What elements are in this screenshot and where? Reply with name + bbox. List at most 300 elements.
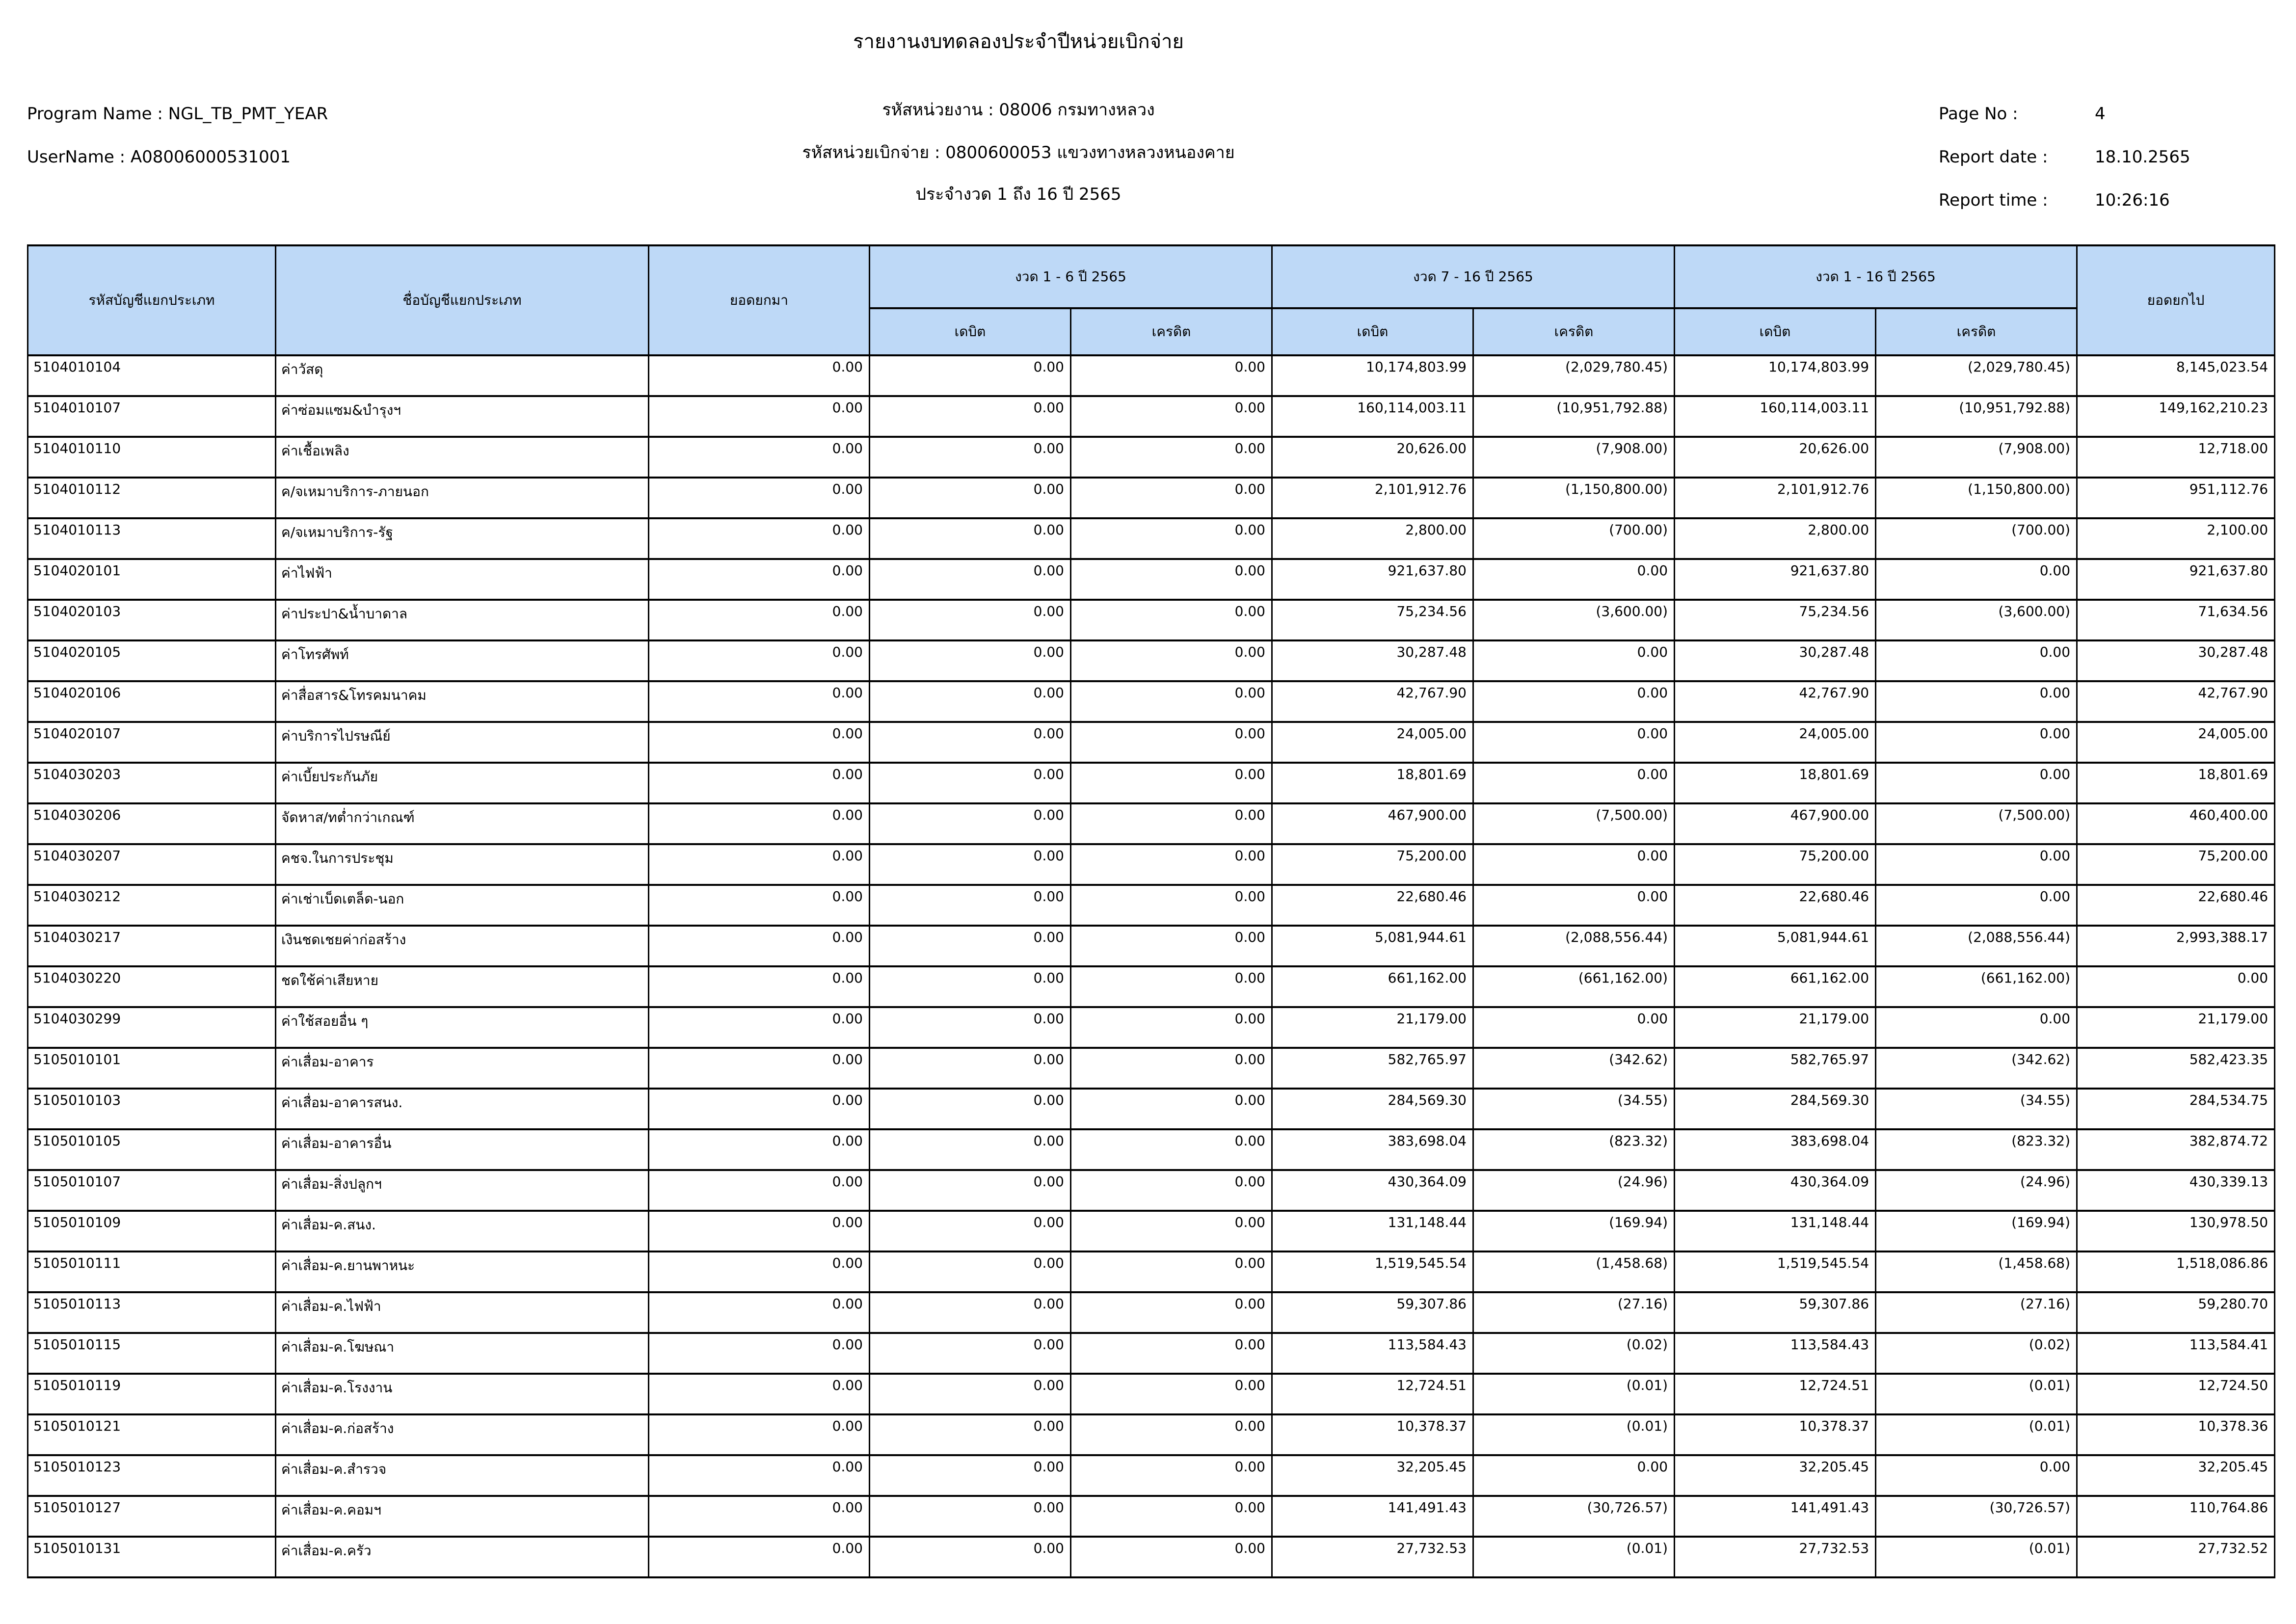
p1-6-credit-cell: 0.00 [1071, 437, 1272, 478]
table-row [28, 1374, 2275, 1414]
balance-bf-cell: 0.00 [649, 559, 870, 600]
trial-balance-table-wrap [27, 244, 2275, 1578]
p1-6-debit-cell: 0.00 [870, 1496, 1071, 1537]
table-row [28, 803, 2275, 844]
col-header-account-code: รหัสบัญชีแยกประเภท [28, 245, 276, 355]
p1-16-credit-cell: (0.01) [1876, 1414, 2077, 1455]
balance-bf-cell: 0.00 [649, 1089, 870, 1129]
p1-6-debit-cell: 0.00 [870, 1048, 1071, 1089]
account-code-cell: 5105010111 [28, 1251, 276, 1292]
p1-6-credit-cell: 0.00 [1071, 1537, 1272, 1577]
col-header-debit-1-16: เดบิต [1675, 308, 1876, 355]
table-row [28, 1048, 2275, 1089]
p7-16-debit-cell: 10,174,803.99 [1272, 355, 1473, 396]
p7-16-debit-cell: 921,637.80 [1272, 559, 1473, 600]
p1-16-debit-cell: 582,765.97 [1675, 1048, 1876, 1089]
p7-16-credit-cell: (0.01) [1473, 1414, 1675, 1455]
col-header-balance-bf: ยอดยกมา [649, 245, 870, 355]
p1-6-credit-cell: 0.00 [1071, 559, 1272, 600]
balance-bf-cell: 0.00 [649, 885, 870, 926]
p7-16-credit-cell: (2,088,556.44) [1473, 926, 1675, 966]
p7-16-credit-cell: (2,029,780.45) [1473, 355, 1675, 396]
p7-16-credit-cell: (24.96) [1473, 1170, 1675, 1211]
p1-16-credit-cell: 0.00 [1876, 1455, 2077, 1496]
balance-bf-cell: 0.00 [649, 478, 870, 518]
col-header-debit-1-6: เดบิต [870, 308, 1071, 355]
trial-balance-table [27, 244, 2275, 1578]
account-code-cell: 5104020101 [28, 559, 276, 600]
account-name-cell: ค่าเชื้อเพลิง [276, 437, 649, 478]
balance-bf-cell: 0.00 [649, 1211, 870, 1251]
balance-cf-cell: 2,993,388.17 [2077, 926, 2275, 966]
p1-16-credit-cell: (342.62) [1876, 1048, 2077, 1089]
col-header-credit-7-16: เครดิต [1473, 308, 1675, 355]
table-row [28, 559, 2275, 600]
p7-16-debit-cell: 2,800.00 [1272, 518, 1473, 559]
p7-16-debit-cell: 22,680.46 [1272, 885, 1473, 926]
p7-16-debit-cell: 383,698.04 [1272, 1129, 1473, 1170]
p7-16-credit-cell: 0.00 [1473, 844, 1675, 885]
account-name-cell: ค่าเสื่อม-ค.สนง. [276, 1211, 649, 1251]
p1-6-debit-cell: 0.00 [870, 1414, 1071, 1455]
account-name-cell: ค่าเสื่อม-ค.ก่อสร้าง [276, 1414, 649, 1455]
balance-bf-cell: 0.00 [649, 1496, 870, 1537]
p1-16-debit-cell: 131,148.44 [1675, 1211, 1876, 1251]
p7-16-debit-cell: 2,101,912.76 [1272, 478, 1473, 518]
table-row [28, 355, 2275, 396]
p7-16-credit-cell: (169.94) [1473, 1211, 1675, 1251]
account-name-cell: ค่าเสื่อม-ค.ยานพาหนะ [276, 1251, 649, 1292]
p1-6-debit-cell: 0.00 [870, 396, 1071, 437]
account-code-cell: 5105010109 [28, 1211, 276, 1251]
table-row [28, 926, 2275, 966]
p7-16-credit-cell: (34.55) [1473, 1089, 1675, 1129]
account-code-cell: 5104030206 [28, 803, 276, 844]
account-name-cell: ค่าซ่อมแซม&บำรุงฯ [276, 396, 649, 437]
p1-6-credit-cell: 0.00 [1071, 640, 1272, 681]
balance-cf-cell: 71,634.56 [2077, 600, 2275, 640]
balance-bf-cell: 0.00 [649, 1292, 870, 1333]
table-row [28, 1333, 2275, 1374]
balance-cf-cell: 59,280.70 [2077, 1292, 2275, 1333]
p1-6-debit-cell: 0.00 [870, 1251, 1071, 1292]
balance-bf-cell: 0.00 [649, 1007, 870, 1048]
account-name-cell: ชดใช้ค่าเสียหาย [276, 966, 649, 1007]
col-header-credit-1-6: เครดิต [1071, 308, 1272, 355]
table-row [28, 1129, 2275, 1170]
p7-16-credit-cell: (342.62) [1473, 1048, 1675, 1089]
balance-bf-cell: 0.00 [649, 681, 870, 722]
account-code-cell: 5104020103 [28, 600, 276, 640]
p1-16-credit-cell: (0.01) [1876, 1374, 2077, 1414]
balance-cf-cell: 10,378.36 [2077, 1414, 2275, 1455]
account-code-cell: 5104030299 [28, 1007, 276, 1048]
p7-16-credit-cell: 0.00 [1473, 885, 1675, 926]
p1-16-debit-cell: 5,081,944.61 [1675, 926, 1876, 966]
account-code-cell: 5105010131 [28, 1537, 276, 1577]
p1-16-debit-cell: 18,801.69 [1675, 763, 1876, 803]
p7-16-credit-cell: 0.00 [1473, 681, 1675, 722]
p1-16-debit-cell: 75,234.56 [1675, 600, 1876, 640]
account-code-cell: 5104020105 [28, 640, 276, 681]
p7-16-credit-cell: 0.00 [1473, 1007, 1675, 1048]
report-time-label: Report time : [1939, 190, 2048, 210]
account-code-cell: 5105010101 [28, 1048, 276, 1089]
balance-bf-cell: 0.00 [649, 1048, 870, 1089]
balance-cf-cell: 951,112.76 [2077, 478, 2275, 518]
account-code-cell: 5105010119 [28, 1374, 276, 1414]
p7-16-debit-cell: 661,162.00 [1272, 966, 1473, 1007]
p1-6-debit-cell: 0.00 [870, 600, 1071, 640]
p7-16-debit-cell: 467,900.00 [1272, 803, 1473, 844]
table-row [28, 478, 2275, 518]
p1-16-debit-cell: 284,569.30 [1675, 1089, 1876, 1129]
p1-16-credit-cell: 0.00 [1876, 722, 2077, 763]
p1-16-credit-cell: (1,458.68) [1876, 1251, 2077, 1292]
balance-cf-cell: 21,179.00 [2077, 1007, 2275, 1048]
p1-16-credit-cell: (169.94) [1876, 1211, 2077, 1251]
account-code-cell: 5104010104 [28, 355, 276, 396]
balance-bf-cell: 0.00 [649, 518, 870, 559]
p1-16-debit-cell: 21,179.00 [1675, 1007, 1876, 1048]
col-group-period-7-16: งวด 7 - 16 ปี 2565 [1272, 245, 1675, 308]
col-header-balance-cf: ยอดยกไป [2077, 245, 2275, 355]
p1-16-credit-cell: (2,088,556.44) [1876, 926, 2077, 966]
balance-cf-cell: 12,724.50 [2077, 1374, 2275, 1414]
balance-bf-cell: 0.00 [649, 926, 870, 966]
account-name-cell: ค่าสื่อสาร&โทรคมนาคม [276, 681, 649, 722]
table-row [28, 966, 2275, 1007]
p1-6-debit-cell: 0.00 [870, 1374, 1071, 1414]
period-line: ประจำงวด 1 ถึง 16 ปี 2565 [915, 185, 1121, 204]
p7-16-credit-cell: (0.02) [1473, 1333, 1675, 1374]
p1-6-debit-cell: 0.00 [870, 1089, 1071, 1129]
p1-16-debit-cell: 42,767.90 [1675, 681, 1876, 722]
p1-6-credit-cell: 0.00 [1071, 966, 1272, 1007]
table-row [28, 722, 2275, 763]
balance-cf-cell: 113,584.41 [2077, 1333, 2275, 1374]
balance-cf-cell: 460,400.00 [2077, 803, 2275, 844]
balance-bf-cell: 0.00 [649, 1537, 870, 1577]
account-name-cell: ค่าวัสดุ [276, 355, 649, 396]
p1-16-debit-cell: 12,724.51 [1675, 1374, 1876, 1414]
table-row [28, 1292, 2275, 1333]
account-name-cell: ค่าเสื่อม-อาคารอื่น [276, 1129, 649, 1170]
p1-6-debit-cell: 0.00 [870, 1211, 1071, 1251]
account-name-cell: ค่าเสื่อม-ค.โรงงาน [276, 1374, 649, 1414]
disbursement-code-line: รหัสหน่วยเบิกจ่าย : 0800600053 แขวงทางหลวงหนองคาย [802, 143, 1235, 162]
p1-6-credit-cell: 0.00 [1071, 1211, 1272, 1251]
balance-cf-cell: 18,801.69 [2077, 763, 2275, 803]
p7-16-credit-cell: (700.00) [1473, 518, 1675, 559]
p1-6-debit-cell: 0.00 [870, 640, 1071, 681]
p1-16-credit-cell: (823.32) [1876, 1129, 2077, 1170]
table-row [28, 1089, 2275, 1129]
account-code-cell: 5104030203 [28, 763, 276, 803]
account-code-cell: 5104020106 [28, 681, 276, 722]
balance-bf-cell: 0.00 [649, 396, 870, 437]
balance-cf-cell: 75,200.00 [2077, 844, 2275, 885]
balance-cf-cell: 921,637.80 [2077, 559, 2275, 600]
table-row [28, 1211, 2275, 1251]
p1-16-debit-cell: 921,637.80 [1675, 559, 1876, 600]
balance-bf-cell: 0.00 [649, 1170, 870, 1211]
account-code-cell: 5104030207 [28, 844, 276, 885]
p1-6-debit-cell: 0.00 [870, 1292, 1071, 1333]
balance-cf-cell: 24,005.00 [2077, 722, 2275, 763]
balance-bf-cell: 0.00 [649, 1333, 870, 1374]
p7-16-debit-cell: 113,584.43 [1272, 1333, 1473, 1374]
account-name-cell: ค่าเสื่อม-สิ่งปลูกฯ [276, 1170, 649, 1211]
p1-6-credit-cell: 0.00 [1071, 1292, 1272, 1333]
p1-16-credit-cell: (700.00) [1876, 518, 2077, 559]
p7-16-credit-cell: (7,500.00) [1473, 803, 1675, 844]
p1-16-debit-cell: 113,584.43 [1675, 1333, 1876, 1374]
p1-16-debit-cell: 661,162.00 [1675, 966, 1876, 1007]
program-name: Program Name : NGL_TB_PMT_YEAR [27, 104, 328, 124]
p7-16-debit-cell: 42,767.90 [1272, 681, 1473, 722]
p1-16-credit-cell: 0.00 [1876, 763, 2077, 803]
table-row [28, 1251, 2275, 1292]
p1-16-debit-cell: 160,114,003.11 [1675, 396, 1876, 437]
agency-code-line: รหัสหน่วยงาน : 08006 กรมทางหลวง [882, 100, 1155, 120]
p1-16-debit-cell: 2,800.00 [1675, 518, 1876, 559]
balance-cf-cell: 42,767.90 [2077, 681, 2275, 722]
balance-bf-cell: 0.00 [649, 722, 870, 763]
col-header-credit-1-16: เครดิต [1876, 308, 2077, 355]
account-name-cell: ค/จเหมาบริการ-รัฐ [276, 518, 649, 559]
p7-16-credit-cell: 0.00 [1473, 763, 1675, 803]
balance-bf-cell: 0.00 [649, 1374, 870, 1414]
p1-6-debit-cell: 0.00 [870, 681, 1071, 722]
page-no-value: 4 [2095, 104, 2106, 124]
p1-16-credit-cell: 0.00 [1876, 1007, 2077, 1048]
p7-16-debit-cell: 430,364.09 [1272, 1170, 1473, 1211]
account-code-cell: 5105010123 [28, 1455, 276, 1496]
p7-16-debit-cell: 12,724.51 [1272, 1374, 1473, 1414]
p1-16-credit-cell: (3,600.00) [1876, 600, 2077, 640]
p1-16-debit-cell: 24,005.00 [1675, 722, 1876, 763]
p1-6-credit-cell: 0.00 [1071, 1496, 1272, 1537]
p1-6-credit-cell: 0.00 [1071, 926, 1272, 966]
p1-16-credit-cell: (10,951,792.88) [1876, 396, 2077, 437]
account-name-cell: ค่าเสื่อม-ค.สำรวจ [276, 1455, 649, 1496]
account-name-cell: เงินชดเชยค่าก่อสร้าง [276, 926, 649, 966]
p1-16-credit-cell: 0.00 [1876, 640, 2077, 681]
balance-bf-cell: 0.00 [649, 600, 870, 640]
p7-16-debit-cell: 30,287.48 [1272, 640, 1473, 681]
balance-cf-cell: 0.00 [2077, 966, 2275, 1007]
p7-16-debit-cell: 21,179.00 [1272, 1007, 1473, 1048]
p1-16-credit-cell: 0.00 [1876, 681, 2077, 722]
p1-6-debit-cell: 0.00 [870, 885, 1071, 926]
table-row [28, 600, 2275, 640]
table-row [28, 844, 2275, 885]
account-name-cell: ค่าเช่าเบ็ดเตล็ด-นอก [276, 885, 649, 926]
account-name-cell: ค่าโทรศัพท์ [276, 640, 649, 681]
p1-6-debit-cell: 0.00 [870, 1170, 1071, 1211]
p1-16-debit-cell: 141,491.43 [1675, 1496, 1876, 1537]
p1-6-credit-cell: 0.00 [1071, 1333, 1272, 1374]
balance-bf-cell: 0.00 [649, 355, 870, 396]
col-header-account-name: ชื่อบัญชีแยกประเภท [276, 245, 649, 355]
account-name-cell: ค่าเสื่อม-ค.ไฟฟ้า [276, 1292, 649, 1333]
p1-6-credit-cell: 0.00 [1071, 1089, 1272, 1129]
p1-6-credit-cell: 0.00 [1071, 1414, 1272, 1455]
page-no-label: Page No : [1939, 104, 2018, 124]
p7-16-debit-cell: 75,200.00 [1272, 844, 1473, 885]
p7-16-credit-cell: (823.32) [1473, 1129, 1675, 1170]
balance-bf-cell: 0.00 [649, 1251, 870, 1292]
p7-16-credit-cell: (27.16) [1473, 1292, 1675, 1333]
account-code-cell: 5105010107 [28, 1170, 276, 1211]
p1-6-credit-cell: 0.00 [1071, 355, 1272, 396]
report-date-value: 18.10.2565 [2095, 147, 2190, 167]
account-code-cell: 5104030217 [28, 926, 276, 966]
p7-16-credit-cell: (661,162.00) [1473, 966, 1675, 1007]
table-row [28, 1496, 2275, 1537]
account-code-cell: 5105010115 [28, 1333, 276, 1374]
balance-bf-cell: 0.00 [649, 1414, 870, 1455]
p1-16-debit-cell: 10,174,803.99 [1675, 355, 1876, 396]
p1-6-credit-cell: 0.00 [1071, 681, 1272, 722]
table-row [28, 396, 2275, 437]
account-name-cell: ค่าเสื่อม-ค.คอมฯ [276, 1496, 649, 1537]
p1-16-debit-cell: 430,364.09 [1675, 1170, 1876, 1211]
p1-6-debit-cell: 0.00 [870, 1455, 1071, 1496]
balance-cf-cell: 8,145,023.54 [2077, 355, 2275, 396]
p7-16-credit-cell: (1,458.68) [1473, 1251, 1675, 1292]
account-code-cell: 5105010121 [28, 1414, 276, 1455]
p1-6-credit-cell: 0.00 [1071, 844, 1272, 885]
account-name-cell: ค/จเหมาบริการ-ภายนอก [276, 478, 649, 518]
p1-16-credit-cell: (30,726.57) [1876, 1496, 2077, 1537]
p7-16-credit-cell: 0.00 [1473, 559, 1675, 600]
account-code-cell: 5104010107 [28, 396, 276, 437]
p1-6-debit-cell: 0.00 [870, 1333, 1071, 1374]
p1-6-credit-cell: 0.00 [1071, 722, 1272, 763]
p1-16-credit-cell: (0.02) [1876, 1333, 2077, 1374]
p1-16-debit-cell: 2,101,912.76 [1675, 478, 1876, 518]
account-name-cell: จัดหาส/ทต่ำกว่าเกณฑ์ [276, 803, 649, 844]
balance-cf-cell: 430,339.13 [2077, 1170, 2275, 1211]
p1-16-credit-cell: (24.96) [1876, 1170, 2077, 1211]
p1-6-debit-cell: 0.00 [870, 478, 1071, 518]
account-code-cell: 5104010110 [28, 437, 276, 478]
account-name-cell: ค่าใช้สอยอื่น ๆ [276, 1007, 649, 1048]
balance-cf-cell: 130,978.50 [2077, 1211, 2275, 1251]
p7-16-debit-cell: 18,801.69 [1272, 763, 1473, 803]
table-row [28, 681, 2275, 722]
p1-6-credit-cell: 0.00 [1071, 1170, 1272, 1211]
p1-16-debit-cell: 20,626.00 [1675, 437, 1876, 478]
p1-16-debit-cell: 10,378.37 [1675, 1414, 1876, 1455]
p1-6-credit-cell: 0.00 [1071, 763, 1272, 803]
p1-16-debit-cell: 383,698.04 [1675, 1129, 1876, 1170]
table-row [28, 640, 2275, 681]
report-time-value: 10:26:16 [2095, 190, 2170, 210]
p1-6-debit-cell: 0.00 [870, 518, 1071, 559]
p1-16-debit-cell: 32,205.45 [1675, 1455, 1876, 1496]
p1-16-debit-cell: 59,307.86 [1675, 1292, 1876, 1333]
balance-cf-cell: 30,287.48 [2077, 640, 2275, 681]
balance-cf-cell: 12,718.00 [2077, 437, 2275, 478]
balance-bf-cell: 0.00 [649, 1455, 870, 1496]
p1-16-credit-cell: 0.00 [1876, 885, 2077, 926]
p1-16-credit-cell: (661,162.00) [1876, 966, 2077, 1007]
p7-16-debit-cell: 10,378.37 [1272, 1414, 1473, 1455]
account-name-cell: ค่าประปา&น้ำบาดาล [276, 600, 649, 640]
p1-6-debit-cell: 0.00 [870, 1007, 1071, 1048]
table-row [28, 885, 2275, 926]
account-name-cell: ค่าเสื่อม-ค.ครัว [276, 1537, 649, 1577]
balance-cf-cell: 110,764.86 [2077, 1496, 2275, 1537]
balance-bf-cell: 0.00 [649, 763, 870, 803]
p7-16-debit-cell: 160,114,003.11 [1272, 396, 1473, 437]
p7-16-debit-cell: 284,569.30 [1272, 1089, 1473, 1129]
p1-16-credit-cell: (34.55) [1876, 1089, 2077, 1129]
col-header-debit-7-16: เดบิต [1272, 308, 1473, 355]
balance-bf-cell: 0.00 [649, 640, 870, 681]
account-code-cell: 5105010103 [28, 1089, 276, 1129]
balance-cf-cell: 284,534.75 [2077, 1089, 2275, 1129]
p1-16-credit-cell: (27.16) [1876, 1292, 2077, 1333]
p1-6-credit-cell: 0.00 [1071, 1007, 1272, 1048]
balance-cf-cell: 382,874.72 [2077, 1129, 2275, 1170]
p1-16-credit-cell: 0.00 [1876, 559, 2077, 600]
balance-bf-cell: 0.00 [649, 844, 870, 885]
account-name-cell: คชจ.ในการประชุม [276, 844, 649, 885]
p1-6-credit-cell: 0.00 [1071, 600, 1272, 640]
account-name-cell: ค่าไฟฟ้า [276, 559, 649, 600]
account-code-cell: 5105010113 [28, 1292, 276, 1333]
table-row [28, 1007, 2275, 1048]
p1-6-credit-cell: 0.00 [1071, 518, 1272, 559]
balance-cf-cell: 582,423.35 [2077, 1048, 2275, 1089]
p1-6-debit-cell: 0.00 [870, 763, 1071, 803]
balance-bf-cell: 0.00 [649, 437, 870, 478]
table-row [28, 1414, 2275, 1455]
report-date-label: Report date : [1939, 147, 2048, 167]
balance-cf-cell: 1,518,086.86 [2077, 1251, 2275, 1292]
p7-16-debit-cell: 32,205.45 [1272, 1455, 1473, 1496]
account-name-cell: ค่าเสื่อม-ค.โฆษณา [276, 1333, 649, 1374]
p1-6-debit-cell: 0.00 [870, 559, 1071, 600]
balance-bf-cell: 0.00 [649, 966, 870, 1007]
p7-16-credit-cell: 0.00 [1473, 640, 1675, 681]
balance-bf-cell: 0.00 [649, 1129, 870, 1170]
table-row [28, 518, 2275, 559]
p7-16-credit-cell: (7,908.00) [1473, 437, 1675, 478]
p7-16-credit-cell: (3,600.00) [1473, 600, 1675, 640]
table-header [28, 245, 2275, 355]
p1-6-credit-cell: 0.00 [1071, 803, 1272, 844]
p1-6-credit-cell: 0.00 [1071, 396, 1272, 437]
table-row [28, 437, 2275, 478]
account-name-cell: ค่าเสื่อม-อาคาร [276, 1048, 649, 1089]
col-group-period-1-6: งวด 1 - 6 ปี 2565 [870, 245, 1272, 308]
p1-16-debit-cell: 75,200.00 [1675, 844, 1876, 885]
p1-6-debit-cell: 0.00 [870, 722, 1071, 763]
p7-16-debit-cell: 131,148.44 [1272, 1211, 1473, 1251]
p1-6-debit-cell: 0.00 [870, 1537, 1071, 1577]
balance-cf-cell: 2,100.00 [2077, 518, 2275, 559]
account-code-cell: 5105010127 [28, 1496, 276, 1537]
p1-16-debit-cell: 27,732.53 [1675, 1537, 1876, 1577]
account-code-cell: 5105010105 [28, 1129, 276, 1170]
p1-6-credit-cell: 0.00 [1071, 1129, 1272, 1170]
p1-6-credit-cell: 0.00 [1071, 1374, 1272, 1414]
